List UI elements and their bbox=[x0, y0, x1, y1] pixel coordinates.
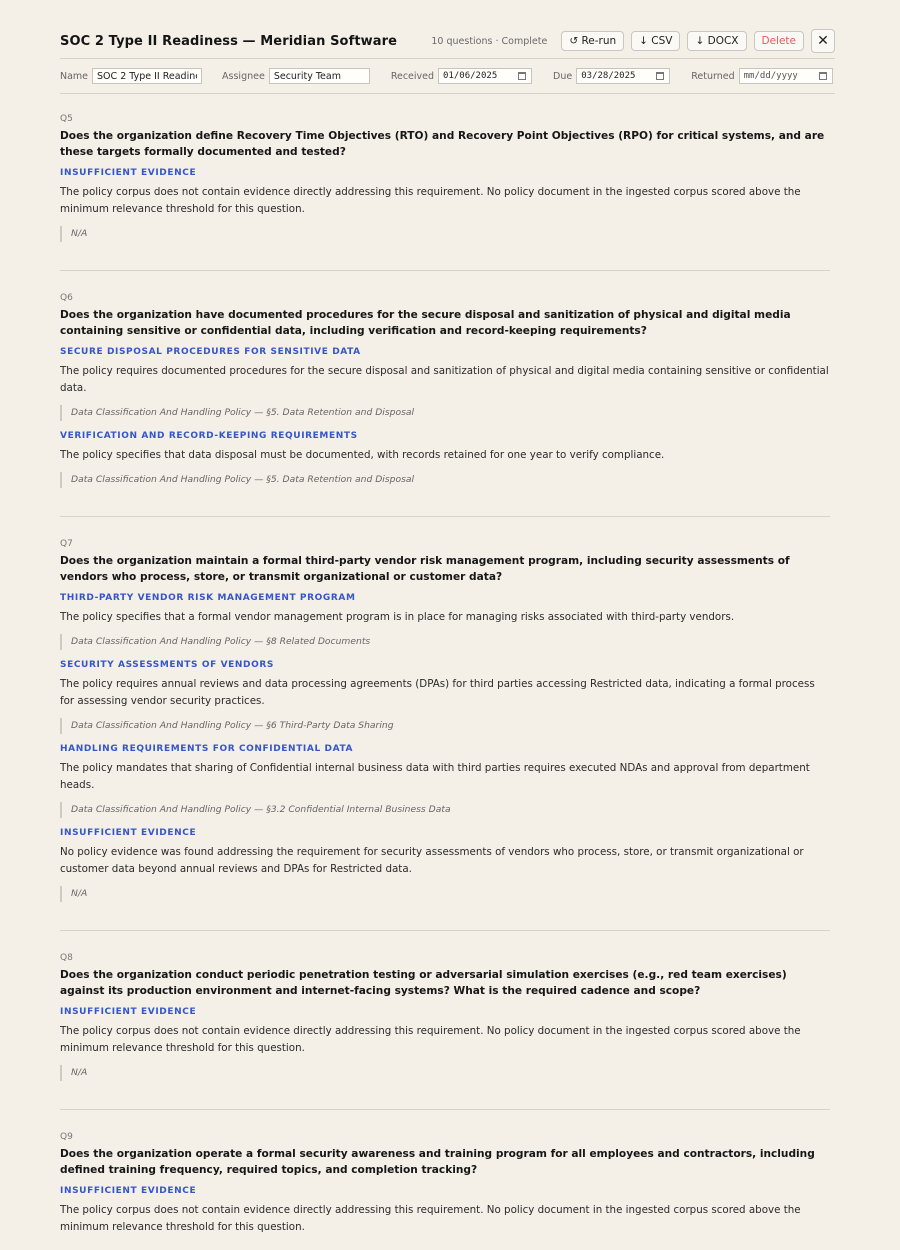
calendar-icon[interactable] bbox=[819, 72, 827, 80]
answer-citation: Data Classification And Handling Policy — §5. Data Retention and Disposal bbox=[60, 405, 830, 421]
name-label: Name bbox=[60, 70, 89, 82]
answer-heading: INSUFFICIENT EVIDENCE bbox=[60, 168, 197, 178]
answer-citation: N/A bbox=[60, 1065, 830, 1081]
question-divider bbox=[60, 516, 830, 517]
calendar-icon[interactable] bbox=[518, 72, 526, 80]
answer-heading: INSUFFICIENT EVIDENCE bbox=[60, 828, 197, 838]
question-divider bbox=[60, 270, 830, 271]
question-block bbox=[60, 953, 830, 1081]
answer-heading: HANDLING REQUIREMENTS FOR CONFIDENTIAL DATA bbox=[60, 744, 354, 754]
question-id: Q9 bbox=[60, 1132, 73, 1142]
page-title: SOC 2 Type II Readiness — Meridian Software bbox=[60, 33, 398, 49]
answer-heading: INSUFFICIENT EVIDENCE bbox=[60, 1186, 197, 1196]
answer-citation: Data Classification And Handling Policy — §5. Data Retention and Disposal bbox=[60, 472, 830, 488]
question-text: Does the organization operate a formal security awareness and training program for all employees and contractors, including defined training frequency, required topics, and completion tracking? bbox=[60, 1148, 815, 1176]
due-label: Due bbox=[553, 70, 573, 82]
answer-heading: THIRD-PARTY VENDOR RISK MANAGEMENT PROGRAM bbox=[60, 593, 356, 603]
answer-text: The policy requires annual reviews and data processing agreements (DPAs) for third parties accessing Restricted data, indicating a formal process for assessing vendor security practices. bbox=[60, 678, 815, 707]
question-text: Does the organization have documented procedures for the secure disposal and sanitization of physical and digital media containing sensitive or confidential data, including verification and record-keeping requirements? bbox=[60, 309, 791, 337]
answer-text: The policy corpus does not contain evidence directly addressing this requirement. No policy document in the ingested corpus scored above the minimum relevance threshold for this question. bbox=[60, 1025, 801, 1054]
question-block bbox=[60, 293, 830, 488]
header-divider bbox=[60, 58, 835, 59]
question-block bbox=[60, 114, 830, 242]
rerun-button[interactable]: ↺ Re-run bbox=[561, 31, 624, 51]
answer-heading: VERIFICATION AND RECORD-KEEPING REQUIREMENTS bbox=[60, 431, 358, 441]
received-date-value: 01/06/2025 bbox=[443, 71, 498, 81]
question-id: Q8 bbox=[60, 953, 73, 963]
answer-heading: SECURE DISPOSAL PROCEDURES FOR SENSITIVE DATA bbox=[60, 347, 361, 357]
received-date-input[interactable] bbox=[438, 68, 532, 84]
metadata-bar bbox=[60, 66, 835, 86]
due-date-input[interactable] bbox=[576, 68, 670, 84]
close-button[interactable]: ✕ bbox=[811, 29, 835, 53]
answer-text: The policy specifies that data disposal must be documented, with records retained for one year to verify compliance. bbox=[60, 449, 665, 461]
docx-download-button[interactable]: ↓ DOCX bbox=[687, 31, 746, 51]
due-date-value: 03/28/2025 bbox=[581, 71, 636, 81]
question-block bbox=[60, 1132, 830, 1236]
delete-button[interactable]: Delete bbox=[754, 31, 805, 51]
returned-date-placeholder: mm/dd/yyyy bbox=[743, 71, 798, 81]
received-label: Received bbox=[390, 70, 435, 82]
question-id: Q6 bbox=[60, 293, 73, 303]
answer-text: No policy evidence was found addressing the requirement for security assessments of vendors who process, store, or transmit organizational or customer data beyond annual reviews and DPAs for Restricted data. bbox=[60, 846, 804, 875]
csv-download-button[interactable]: ↓ CSV bbox=[631, 31, 680, 51]
answer-text: The policy requires documented procedures for the secure disposal and sanitization of physical and digital media containing sensitive or confidential data. bbox=[60, 365, 829, 394]
header-bar bbox=[60, 24, 835, 58]
answer-text: The policy specifies that a formal vendor management program is in place for managing risks associated with third-party vendors. bbox=[60, 611, 735, 623]
meta-divider bbox=[60, 93, 835, 94]
answer-heading: SECURITY ASSESSMENTS OF VENDORS bbox=[60, 660, 274, 670]
calendar-icon[interactable] bbox=[656, 72, 664, 80]
name-input[interactable] bbox=[92, 68, 202, 84]
question-block bbox=[60, 539, 830, 902]
question-text: Does the organization define Recovery Time Objectives (RTO) and Recovery Point Objectives (RPO) for critical systems, and are these targets formally documented and tested? bbox=[60, 130, 825, 158]
status-text: 10 questions · Complete bbox=[431, 35, 548, 47]
returned-date-input[interactable] bbox=[739, 68, 833, 84]
answer-citation: Data Classification And Handling Policy — §3.2 Confidential Internal Business Data bbox=[60, 802, 830, 818]
answer-citation: Data Classification And Handling Policy — §6 Third-Party Data Sharing bbox=[60, 718, 830, 734]
answer-citation: Data Classification And Handling Policy — §8 Related Documents bbox=[60, 634, 830, 650]
question-id: Q7 bbox=[60, 539, 73, 549]
answer-citation: N/A bbox=[60, 886, 830, 902]
answer-text: The policy corpus does not contain evidence directly addressing this requirement. No policy document in the ingested corpus scored above the minimum relevance threshold for this question. bbox=[60, 186, 801, 215]
question-text: Does the organization maintain a formal third-party vendor risk management program, including security assessments of vendors who process, store, or transmit organizational or customer data? bbox=[60, 555, 790, 583]
question-list bbox=[60, 114, 830, 1236]
header-actions bbox=[431, 29, 835, 53]
answer-citation: N/A bbox=[60, 226, 830, 242]
assignee-label: Assignee bbox=[222, 70, 265, 82]
answer-text: The policy mandates that sharing of Confidential internal business data with third parties requires executed NDAs and approval from department heads. bbox=[60, 762, 810, 791]
assignee-input[interactable] bbox=[269, 68, 370, 84]
question-id: Q5 bbox=[60, 114, 73, 124]
answer-text: The policy corpus does not contain evidence directly addressing this requirement. No policy document in the ingested corpus scored above the minimum relevance threshold for this question. bbox=[60, 1204, 801, 1233]
question-divider bbox=[60, 930, 830, 931]
question-divider bbox=[60, 1109, 830, 1110]
answer-heading: INSUFFICIENT EVIDENCE bbox=[60, 1007, 197, 1017]
question-text: Does the organization conduct periodic penetration testing or adversarial simulation exercises (e.g., red team exercises) against its production environment and internet-facing systems? What is the required cadence and scope? bbox=[60, 969, 787, 997]
returned-label: Returned bbox=[691, 70, 735, 82]
